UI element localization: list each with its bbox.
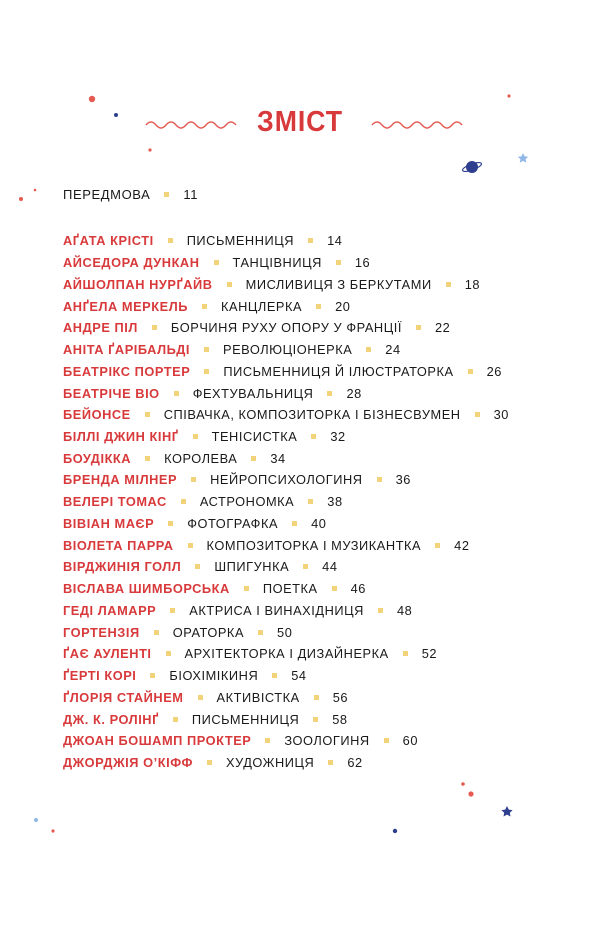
separator-square	[193, 434, 198, 439]
entry-profession: ТЕНІСИСТКА	[211, 428, 298, 444]
entry-profession: КАНЦЛЕРКА	[220, 298, 303, 314]
wave-right-icon	[370, 118, 470, 132]
separator-square	[328, 760, 333, 765]
separator-square	[174, 391, 179, 396]
entry-name: АЙСЕДОРА ДУНКАН	[63, 255, 200, 271]
entry-page: 44	[322, 559, 338, 575]
entry-name: ДЖ. К. РОЛІНҐ	[63, 711, 159, 727]
separator-square	[164, 192, 169, 197]
toc-entry[interactable]	[63, 252, 509, 274]
entry-page: 54	[291, 668, 307, 684]
entry-profession: ПОЕТКА	[262, 581, 318, 597]
entry-name: ҐЛОРІЯ СТАЙНЕМ	[63, 689, 184, 705]
toc-entry[interactable]	[63, 534, 509, 556]
separator-square	[207, 760, 212, 765]
toc-entry[interactable]	[63, 317, 509, 339]
separator-square	[168, 238, 173, 243]
entry-name: ВЕЛЕРІ ТОМАС	[63, 494, 167, 510]
entry-name: ҐЕРТІ КОРІ	[63, 668, 137, 684]
separator-square	[313, 717, 318, 722]
dot-decoration	[468, 791, 473, 796]
separator-square	[366, 347, 371, 352]
separator-square	[145, 456, 150, 461]
separator-square	[244, 586, 249, 591]
entry-name: БЕАТРІЧЕ ВІО	[63, 385, 160, 401]
separator-square	[446, 282, 451, 287]
separator-square	[154, 630, 159, 635]
toc-entry[interactable]	[63, 295, 509, 317]
entry-page: 20	[335, 298, 351, 314]
planet-icon	[462, 161, 483, 173]
entry-page: 28	[346, 385, 362, 401]
separator-square	[202, 304, 207, 309]
entry-page: 22	[434, 320, 451, 336]
entry-profession: АКТИВІСТКА	[216, 689, 300, 705]
entry-profession: ЗООЛОГИНЯ	[284, 733, 370, 749]
entry-name: ГЕДІ ЛАМАРР	[63, 602, 157, 618]
entry-profession: РЕВОЛЮЦІОНЕРКА	[223, 342, 353, 358]
entry-profession: СПІВАЧКА, КОМПОЗИТОРКА І БІЗНЕСВУМЕН	[163, 407, 461, 423]
dot-decoration	[34, 189, 37, 192]
entry-name: ДЖОАН БОШАМП ПРОКТЕР	[63, 733, 252, 749]
separator-square	[416, 325, 421, 330]
entry-page: 14	[327, 233, 343, 249]
dot-decoration	[461, 782, 465, 786]
entry-name: ВІОЛЕТА ПАРРА	[63, 537, 174, 553]
separator-square	[265, 738, 270, 743]
entry-profession: ПИСЬМЕННИЦЯ	[186, 233, 295, 249]
entry-page: 58	[332, 711, 348, 727]
separator-square	[378, 608, 383, 613]
separator-square	[204, 369, 209, 374]
entry-profession: АРХІТЕКТОРКА І ДИЗАЙНЕРКА	[184, 646, 389, 662]
entry-page: 32	[330, 428, 346, 444]
entry-profession: ШПИГУНКА	[214, 559, 290, 575]
entry-page: 40	[311, 515, 327, 531]
entry-profession: ПИСЬМЕННИЦЯ	[191, 711, 300, 727]
entry-profession: КОРОЛЕВА	[164, 450, 238, 466]
entry-page: 30	[493, 407, 509, 423]
toc-entry[interactable]	[63, 621, 509, 643]
separator-square	[384, 738, 389, 743]
separator-square	[145, 412, 150, 417]
entry-page: 60	[402, 733, 418, 749]
intro-label: ПЕРЕДМОВА	[63, 187, 151, 202]
separator-square	[152, 325, 157, 330]
entry-profession: ТАНЦІВНИЦЯ	[232, 255, 322, 271]
entry-profession: БІОХІМІКИНЯ	[169, 668, 259, 684]
toc-entry[interactable]	[63, 447, 509, 469]
entry-profession: МИСЛИВИЦЯ З БЕРКУТАМИ	[245, 276, 432, 292]
entry-name: БОУДІККА	[63, 450, 132, 466]
entry-name: ГОРТЕНЗІЯ	[63, 624, 140, 640]
entry-profession: НЕЙРОПСИХОЛОГИНЯ	[210, 472, 363, 488]
entry-profession: БОРЧИНЯ РУХУ ОПОРУ У ФРАНЦІЇ	[170, 320, 402, 336]
toc-entry[interactable]	[63, 578, 509, 600]
entry-page: 62	[347, 754, 363, 770]
separator-square	[308, 238, 313, 243]
entry-page: 16	[354, 255, 371, 271]
dot-decoration	[34, 818, 38, 822]
dot-decoration	[148, 148, 151, 151]
entry-page: 48	[396, 602, 413, 618]
entry-name: АЙШОЛПАН НУРҐАЙВ	[63, 276, 213, 292]
entry-name: ВІРДЖИНІЯ ГОЛЛ	[63, 559, 182, 575]
entry-page: 56	[332, 689, 349, 705]
entry-name: БРЕНДА МІЛНЕР	[63, 472, 178, 488]
title-block	[0, 106, 600, 146]
separator-square	[314, 695, 319, 700]
entry-profession: ФОТОГРАФКА	[187, 515, 279, 531]
toc-entry[interactable]	[63, 599, 509, 621]
entry-name: АНҐЕЛА МЕРКЕЛЬ	[63, 298, 188, 314]
entry-profession: АСТРОНОМКА	[199, 494, 295, 510]
toc-entry[interactable]	[63, 230, 509, 252]
toc-entry[interactable]	[63, 665, 509, 687]
entry-name: АНДРЕ ПІЛ	[63, 320, 138, 336]
toc-entry[interactable]	[63, 730, 509, 752]
toc-list	[63, 230, 509, 773]
entry-page: 18	[464, 276, 481, 292]
separator-square	[435, 543, 440, 548]
separator-square	[292, 521, 297, 526]
separator-square	[475, 412, 480, 417]
separator-square	[214, 260, 219, 265]
page-title: ЗМІСТ	[257, 106, 343, 138]
toc-entry[interactable]	[63, 513, 509, 535]
entry-name: ВІВІАН МАЄР	[63, 515, 155, 531]
toc-entry[interactable]	[63, 360, 509, 382]
toc-entry[interactable]	[63, 339, 509, 361]
dot-decoration	[89, 96, 95, 102]
separator-square	[195, 564, 200, 569]
separator-square	[468, 369, 473, 374]
toc-entry[interactable]	[63, 273, 509, 295]
separator-square	[188, 543, 193, 548]
toc-entry[interactable]	[63, 404, 509, 426]
separator-square	[311, 434, 316, 439]
entry-page: 42	[454, 537, 470, 553]
separator-square	[327, 391, 332, 396]
separator-square	[181, 499, 186, 504]
entry-page: 50	[277, 624, 293, 640]
entry-page: 36	[395, 472, 411, 488]
separator-square	[403, 651, 408, 656]
entry-name: ҐАЄ АУЛЕНТІ	[63, 646, 152, 662]
entry-page: 24	[385, 342, 401, 358]
separator-square	[303, 564, 308, 569]
separator-square	[308, 499, 313, 504]
star-icon	[518, 153, 528, 163]
dot-decoration	[51, 829, 54, 832]
separator-square	[170, 608, 175, 613]
separator-square	[168, 521, 173, 526]
dot-decoration	[393, 829, 397, 833]
entry-profession: ХУДОЖНИЦЯ	[226, 754, 315, 770]
toc-entry[interactable]	[63, 426, 509, 448]
separator-square	[204, 347, 209, 352]
separator-square	[251, 456, 256, 461]
entry-page: 38	[327, 494, 343, 510]
entry-profession: АКТРИСА І ВИНАХІДНИЦЯ	[189, 602, 364, 618]
entry-page: 52	[421, 646, 438, 662]
entry-page: 34	[270, 450, 286, 466]
toc-entry[interactable]	[63, 382, 509, 404]
separator-square	[258, 630, 263, 635]
toc-entry[interactable]	[63, 491, 509, 513]
separator-square	[272, 673, 277, 678]
separator-square	[336, 260, 341, 265]
separator-square	[377, 477, 382, 482]
separator-square	[173, 717, 178, 722]
entry-name: БІЛЛІ ДЖИН КІНҐ	[63, 428, 179, 444]
entry-name: БЕАТРІКС ПОРТЕР	[63, 363, 191, 379]
toc-entry[interactable]	[63, 686, 509, 708]
star-icon	[501, 806, 512, 816]
toc-entry[interactable]	[63, 643, 509, 665]
dot-decoration	[19, 197, 23, 201]
entry-profession: ФЕХТУВАЛЬНИЦЯ	[192, 385, 314, 401]
toc-entry[interactable]	[63, 469, 509, 491]
entry-name: АҐАТА КРІСТІ	[63, 233, 154, 249]
entry-page: 26	[486, 363, 502, 379]
entry-name: АНІТА ҐАРІБАЛЬДІ	[63, 342, 190, 358]
toc-entry[interactable]	[63, 556, 509, 578]
entry-name: ДЖОРДЖІЯ О’КІФФ	[63, 754, 193, 770]
intro-entry[interactable]	[63, 187, 198, 202]
toc-entry[interactable]	[63, 708, 509, 730]
separator-square	[332, 586, 337, 591]
dot-decoration	[507, 94, 510, 97]
entry-name: БЕЙОНСЕ	[63, 407, 131, 423]
separator-square	[198, 695, 203, 700]
entry-page: 46	[350, 581, 366, 597]
separator-square	[150, 673, 155, 678]
toc-entry[interactable]	[63, 752, 509, 774]
entry-profession: КОМПОЗИТОРКА І МУЗИКАНТКА	[206, 537, 422, 553]
entry-profession: ОРАТОРКА	[172, 624, 245, 640]
separator-square	[316, 304, 321, 309]
intro-page: 11	[183, 187, 199, 202]
separator-square	[227, 282, 232, 287]
entry-name: ВІСЛАВА ШИМБОРСЬКА	[63, 581, 230, 597]
separator-square	[191, 477, 196, 482]
entry-profession: ПИСЬМЕННИЦЯ Й ІЛЮСТРАТОРКА	[223, 363, 454, 379]
separator-square	[166, 651, 171, 656]
